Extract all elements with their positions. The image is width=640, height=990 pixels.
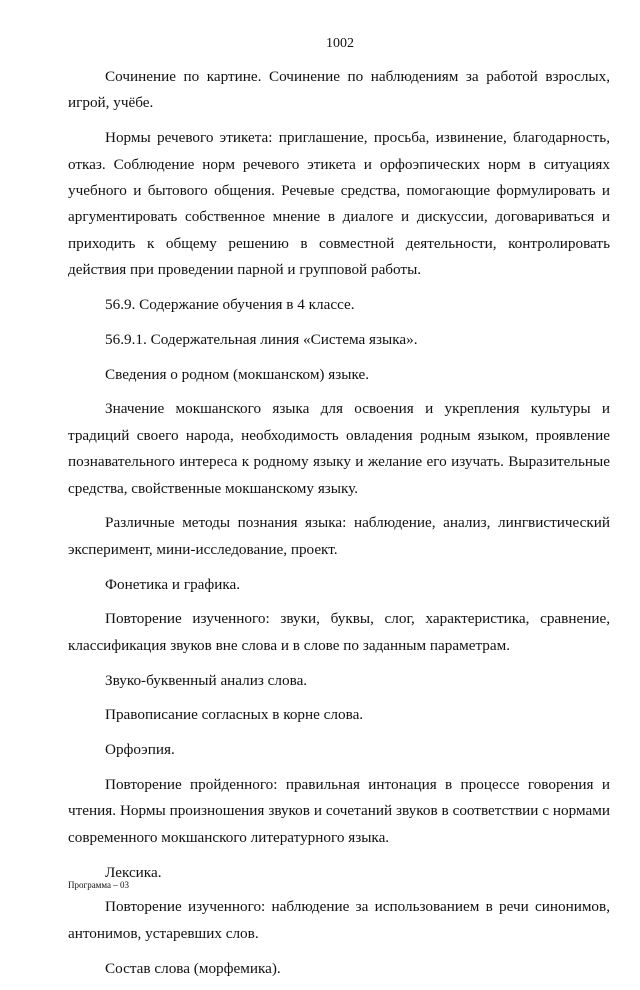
topic-heading: Сведения о родном (мокшанском) языке. <box>105 365 370 383</box>
topic-heading: Состав слова (морфемика). <box>105 959 281 977</box>
subsection-heading: 56.9.1. Содержательная линия «Система языка». <box>105 330 418 348</box>
page-number: 1002 <box>326 36 354 51</box>
paragraph: Повторение пройденного: правильная интонация в процессе говорения и чтения. Нормы произношения звуков и сочетаний звуков в соответствии с нормами современного мокшанского литературного языка. <box>68 776 610 846</box>
section-heading: 56.9. Содержание обучения в 4 классе. <box>105 296 355 314</box>
paragraph: Звуко-буквенный анализ слова. <box>105 671 308 689</box>
paragraph: Нормы речевого этикета: приглашение, просьба, извинение, благодарность, отказ. Соблюдение норм речевого этикета и орфоэпических норм в ситуациях учебного и бытового общения. Речевые средства, помогающие формулировать и аргументировать собственное мнение в диалоге и дискуссии, договариваться и приходить к общему решению в совместной деятельности, контролировать действия при проведении парной и групповой работы. <box>68 129 610 279</box>
footer-label: Программа – 03 <box>68 880 130 890</box>
paragraph: Повторение изученного: звуки, буквы, слог, характеристика, сравнение, классификация звуков вне слова и в слове по заданным параметрам. <box>68 610 610 654</box>
paragraph: Сочинение по картине. Сочинение по наблюдениям за работой взрослых, игрой, учёбе. <box>68 68 610 112</box>
paragraph: Правописание согласных в корне слова. <box>105 706 364 724</box>
document-body <box>68 64 610 990</box>
topic-heading: Орфоэпия. <box>105 741 175 759</box>
paragraph: Значение мокшанского языка для освоения и укрепления культуры и традиций своего народа, необходимость овладения родным языком, проявление познавательного интереса к родному языку и желание его изучать. Выразительные средства, свойственные мокшанскому языку. <box>68 400 610 497</box>
topic-heading: Лексика. <box>105 863 162 881</box>
topic-heading: Фонетика и графика. <box>105 575 241 593</box>
paragraph: Различные методы познания языка: наблюдение, анализ, лингвистический эксперимент, мини-исследование, проект. <box>68 514 610 558</box>
paragraph: Повторение изученного: наблюдение за использованием в речи синонимов, антонимов, устаревших слов. <box>68 898 610 942</box>
